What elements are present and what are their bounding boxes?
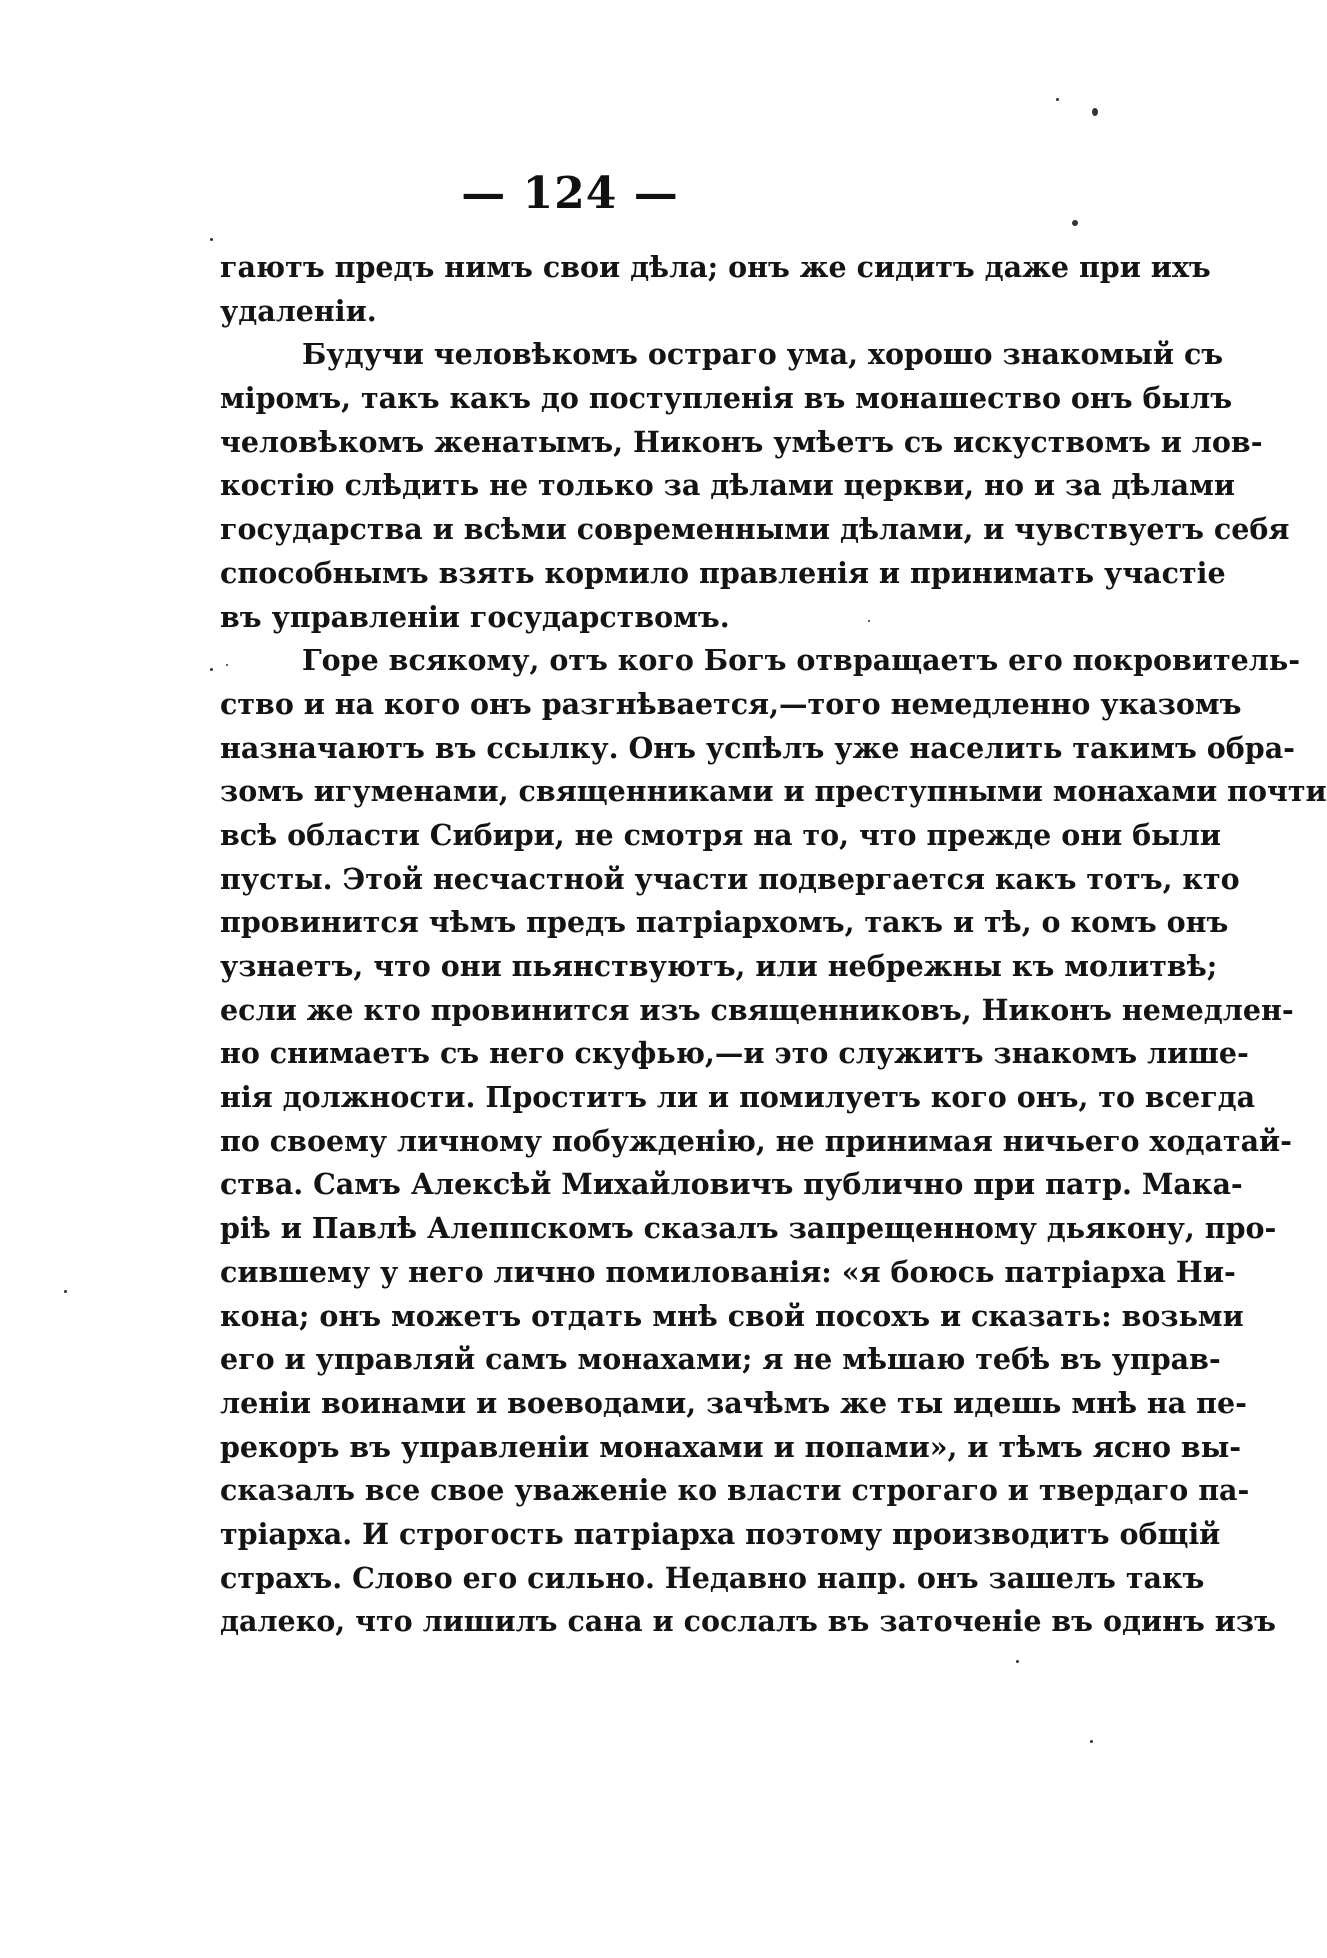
paragraph-1: [220, 246, 1211, 333]
text-line: всѣ области Сибири, не смотря на то, что прежде они были: [220, 817, 1221, 852]
text-line: ріѣ и Павлѣ Алеппскомъ сказалъ запрещенному дьякону, про-: [220, 1211, 1277, 1246]
text-line: гаютъ предъ нимъ свои дѣла; онъ же сидитъ даже при ихъ: [220, 250, 1211, 284]
text-line: способнымъ взять кормило правленія и принимать участіе: [220, 555, 1226, 590]
text-line: тріарха. И строгость патріарха поэтому производитъ общій: [220, 1516, 1221, 1551]
scan-speck: [868, 620, 870, 622]
scan-speck: [64, 1290, 67, 1293]
text-line: далеко, что лишилъ сана и сослалъ въ заточеніе въ одинъ изъ: [220, 1604, 1276, 1639]
text-line: удаленіи.: [220, 293, 377, 328]
text-line: леніи воинами и воеводами, зачѣмъ же ты идешь мнѣ на пе-: [220, 1385, 1247, 1420]
scan-speck: [210, 668, 213, 671]
page-number: — 124 —: [461, 168, 679, 219]
paragraph-2: [220, 333, 1290, 639]
text-line: ство и на кого онъ разгнѣвается,—того немедленно указомъ: [220, 686, 1242, 721]
scan-speck: [1056, 98, 1059, 101]
text-line: узнаетъ, что они пьянствуютъ, или небрежны къ молитвѣ;: [220, 949, 1218, 983]
paragraph-3: [220, 639, 1327, 1644]
text-line: по своему личному побужденію, не принимая ничьего ходатай-: [220, 1123, 1293, 1158]
text-line: пусты. Этой несчастной участи подвергается какъ тотъ, кто: [220, 861, 1240, 896]
scan-speck: [226, 664, 228, 666]
scan-speck: [1092, 108, 1098, 116]
text-line: ства. Самъ Алексѣй Михайловичъ публично при патр. Мака-: [220, 1167, 1243, 1202]
text-line: сказалъ все свое уваженіе ко власти строгаго и твердаго па-: [220, 1473, 1250, 1508]
text-line: кона; онъ можетъ отдать мнѣ свой посохъ и сказать: возьми: [220, 1298, 1244, 1333]
text-line: рекоръ въ управленіи монахами и попами», и тѣмъ ясно вы-: [220, 1429, 1242, 1464]
scan-speck: [1016, 1660, 1019, 1663]
text-line: человѣкомъ женатымъ, Никонъ умѣетъ съ искуствомъ и лов-: [220, 424, 1263, 459]
text-line: Горе всякому, отъ кого Богъ отвращаетъ его покровитель-: [302, 643, 1301, 678]
text-line: его и управляй самъ монахами; я не мѣшаю тебѣ въ управ-: [220, 1342, 1221, 1377]
text-line: сившему у него лично помилованія: «я боюсь патріарха Ни-: [220, 1254, 1236, 1289]
text-line: Будучи человѣкомъ остраго ума, хорошо знакомый съ: [302, 337, 1224, 372]
scan-speck: [1072, 220, 1078, 226]
text-line: нія должности. Проститъ ли и помилуетъ кого онъ, то всегда: [220, 1080, 1256, 1115]
text-line: назначаютъ въ ссылку. Онъ успѣлъ уже населить такимъ обра-: [220, 730, 1295, 765]
text-line: провинится чѣмъ предъ патріархомъ, такъ и тѣ, о комъ онъ: [220, 905, 1229, 940]
text-line: если же кто провинится изъ священниковъ, Никонъ немедлен-: [220, 992, 1294, 1027]
text-line: страхъ. Слово его сильно. Недавно напр. онъ зашелъ такъ: [220, 1560, 1205, 1595]
scan-speck: [1090, 1740, 1093, 1743]
text-line: міромъ, такъ какъ до поступленія въ монашество онъ былъ: [220, 381, 1233, 416]
scan-speck: [210, 238, 213, 241]
body-text: [220, 246, 1327, 1644]
text-line: въ управленіи государствомъ.: [220, 599, 730, 634]
text-line: костію слѣдить не только за дѣлами церкви, но и за дѣлами: [220, 468, 1236, 503]
text-line: но снимаетъ съ него скуфью,—и это служитъ знакомъ лише-: [220, 1036, 1249, 1071]
text-line: государства и всѣми современными дѣлами, и чувствуетъ себя: [220, 512, 1290, 547]
text-line: зомъ игуменами, священниками и преступными монахами почти: [220, 774, 1327, 809]
